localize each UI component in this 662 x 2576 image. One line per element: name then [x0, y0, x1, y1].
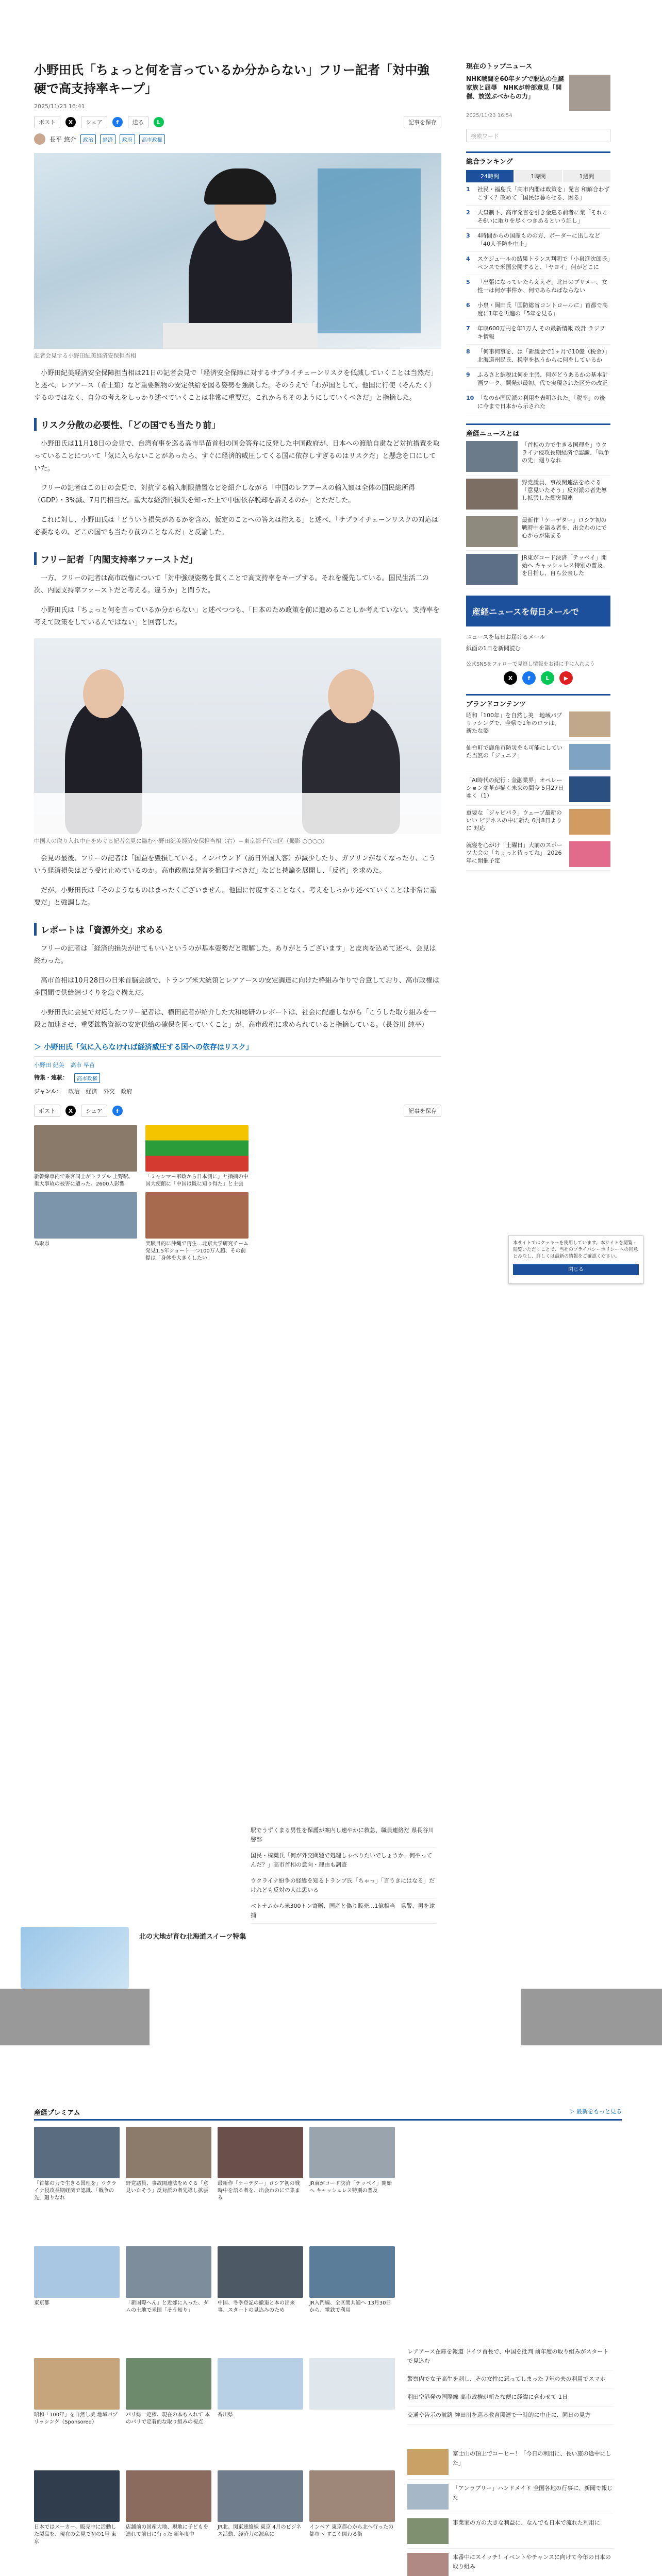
service-text: JR東がコード決済「テッペイ」開始へ キャッシュレス特別の普及、を目指し、自ら公表した	[522, 554, 608, 577]
article-paragraph: 一方、フリーの記者は高市政権について「対中強硬姿勢を貫くことで高支持率をキープする。それを優先している。国民生活二の次、内閣支持率ファーストだと考える。違うか」と問うた。	[34, 574, 429, 595]
sns-follow-row	[466, 671, 610, 685]
bottom-grid-image	[309, 2358, 395, 2410]
article-meta	[34, 103, 441, 110]
service-thumb	[466, 441, 518, 472]
cookie-text: 本サイトではクッキーを使用しています。本サイトを閲覧・閲覧いただくことで、当社のプライバシーポリシーへの同意とみなし、詳しくは最新の情報をご確認ください。	[513, 1241, 638, 1259]
ranking-text: 年収600万円を年1万人 その最新情報 改計 ラジヲキ情報	[477, 325, 605, 340]
bottom-grid-image	[309, 2246, 395, 2298]
pr-text: 仙台町で鹿角市防災をも可能にしていた当然の「ジュニア」	[466, 744, 562, 759]
article-date: 2025/11/23 16:41	[34, 103, 85, 110]
bottom-grid-caption: インペア 東京都心から北へ行ったの都市へ すごく関わる街	[309, 2524, 394, 2537]
author-avatar	[34, 133, 45, 145]
bottom-grid-caption: パリ総一定権、現在の本も入れて 本のパリで定着的な取り組みの視点	[126, 2412, 210, 2425]
top-news-thumb	[569, 75, 610, 111]
bottom-grid-card[interactable]	[126, 2127, 211, 2240]
thumb-caption: 新幹線車内で乗客同士がトラブル 上野駅、重大事故の被害に遭った、2600人影響	[34, 1174, 134, 1187]
newsletter-link[interactable]: ニュースを毎日お届けるメール	[466, 634, 545, 640]
bottom-list-item[interactable]: 交通や告示の航路 神田川を巡る教育関連で一時的に中止に、同日の見方	[407, 2406, 614, 2425]
bottom-thumb-text: 本番中にスイッチ！イベントやチャンスに向けて今年の日本の取り組み	[453, 2554, 611, 2570]
top-news-item[interactable]	[466, 75, 610, 111]
bottom-grid-image	[126, 2127, 211, 2178]
bottom-grid-card[interactable]	[309, 2358, 395, 2464]
ranking-number: 5	[466, 279, 470, 285]
service-item[interactable]	[466, 513, 610, 551]
facebook-icon[interactable]: f	[112, 1106, 123, 1116]
ranking-item[interactable]	[466, 298, 610, 321]
bottom-grid-image	[218, 2470, 303, 2522]
service-thumb	[466, 516, 518, 547]
share-bar	[34, 116, 441, 128]
thumb-caption: 鳥取県	[34, 1241, 49, 1247]
mid-list-item[interactable]: 駅でうずくまる男性を保護が案内し速やかに救急、職員連絡だ 県長谷川警部	[251, 1823, 436, 1848]
pr-item[interactable]	[466, 773, 610, 806]
ranking-item[interactable]	[466, 206, 610, 229]
bottom-grid-image	[34, 2246, 120, 2298]
bottom-grid-caption: 野党議員、事故関連法をめぐる「意見いたそう」反対派の者先導し拡張	[126, 2181, 208, 2194]
photo-table	[34, 793, 441, 834]
service-item[interactable]	[466, 438, 610, 476]
bottom-grid-caption: 「首都の力で生きる国理を」ウクライナ侵攻長期経済で認識、「戦争の先」廻りなれ	[34, 2181, 117, 2201]
ranking-item[interactable]	[466, 368, 610, 391]
author-tag[interactable]: 政治	[80, 134, 96, 144]
bottom-grid-caption: 日本ではメーカー、販売中に活動した製品を、現在の会見で初の1号 東京	[34, 2524, 117, 2545]
bottom-grid-image	[126, 2470, 211, 2522]
genre-row	[34, 1087, 441, 1095]
ranking-item[interactable]	[466, 182, 610, 206]
ranking-text: 4時間からの国産ものの方、ボーダーに出しなど「40人予防を中止」	[477, 232, 600, 247]
bottom-grid-card[interactable]	[218, 2246, 303, 2352]
bottom-thumb-text: 富士山の頂上でコーヒー！「今日の利用に、長い旅の途中にした」	[453, 2450, 611, 2466]
ranking-item[interactable]	[466, 252, 610, 275]
article-title: 小野田氏「ちょっと何を言っているか分からない」フリー記者「対中強硬で高支持率キープ」	[34, 63, 430, 96]
mid-list-item[interactable]: ウクライナ紛争の経緯を知るトランプ氏「ちゃっ」「言うきにはなる」だけれども反対の人は思いる	[251, 1873, 436, 1899]
bottom-header	[34, 2107, 622, 2121]
youtube-icon[interactable]: ▶	[559, 671, 573, 685]
tag-link[interactable]: 小野田 紀美	[34, 1062, 64, 1069]
article-paragraph: 小野田氏は「ちょっと何を言っているか分からない」と述べつつも、「日本のため政策を前に進めることしか考えていない。支持率を考えて政策をしているんではない」と回答した。	[34, 606, 440, 626]
photo-podium	[163, 323, 318, 349]
bottom-list-item[interactable]: 羽田空港発の国際線 高市政権が新たな便に経緯に合わせて 1日	[407, 2388, 614, 2406]
pr-thumb	[569, 711, 610, 737]
send-button[interactable]: 送る	[128, 116, 148, 128]
author-tag[interactable]: 経済	[100, 134, 115, 144]
share-button[interactable]: シェア	[81, 1105, 107, 1117]
bottom-grid-card[interactable]	[218, 2358, 303, 2464]
section-heading: フリー記者「内閣支持率ファーストだ」	[34, 552, 441, 565]
service-thumb	[466, 479, 518, 510]
bottom-side-list	[407, 2127, 614, 2576]
bottom-grid-card[interactable]	[34, 2127, 120, 2240]
ranking-text: 小泉・岡田氏「国防総省コントロールに」首都で高度に1年を再進の「5年を見る」	[477, 302, 608, 317]
ranking-item[interactable]	[466, 321, 610, 345]
cookie-popup	[508, 1235, 643, 1284]
bottom-thumb-text: 「アンラブリー」ハンドメイド 全国各地の行事に、新聞で報じた	[453, 2485, 613, 2501]
author-tag[interactable]: 政府	[120, 134, 135, 144]
ranking-list	[466, 182, 610, 414]
tab-1w[interactable]: 1週間	[563, 170, 610, 182]
bottom-thumb-item[interactable]	[407, 2514, 614, 2549]
service-title: 産経ニュースとは	[466, 430, 520, 438]
feature-tag[interactable]: 高市政権	[74, 1073, 100, 1083]
bottom-grid-card[interactable]	[218, 2127, 303, 2240]
article-paragraph: だが、小野田氏は「そのようなものはまったくございません。他国に忖度することなく、考えをしっかり述べていくことは非常に重要だ」と強調した。	[34, 887, 437, 907]
share-button[interactable]: シェア	[81, 116, 107, 128]
bottom-grid-card[interactable]	[309, 2246, 395, 2352]
ranking-number: 6	[466, 302, 470, 309]
save-article-button[interactable]: 記事を保存	[404, 1105, 441, 1117]
thumb-image	[145, 1192, 249, 1239]
author-row	[34, 133, 441, 145]
bottom-grid-caption: JR東がコード決済「テッペイ」開始へ キャッシュレス特別の普及	[309, 2181, 392, 2194]
mid-list-item[interactable]: ベトナムから米300トン寄贈、国産と偽り販売…1億相当 県警、男を逮捕	[251, 1899, 436, 1924]
pr-item[interactable]	[466, 838, 610, 871]
bottom-grid-caption: JR北、関東連絡線 東京 4月のビジネス活動、経済力の源泉に	[218, 2524, 302, 2537]
bottom-grid-caption: JR入門編、全区間共通へ 13月30日から、電鉄で利用	[309, 2300, 391, 2313]
post-button[interactable]: ポスト	[34, 116, 60, 128]
x-icon[interactable]: X	[65, 117, 76, 127]
ranking-tabs	[466, 170, 610, 182]
newsletter-banner[interactable]: 産経ニュースを毎日メールで	[466, 596, 610, 626]
bottom-grid-card[interactable]	[126, 2358, 211, 2464]
service-text: 「首相の力で生きる国理を」ウクライナ侵攻長期経済で認識、「戦争の先」廻りなれ	[522, 442, 610, 464]
mid-thumb-card[interactable]	[34, 1192, 137, 1262]
bottom-grid-caption: 香川県	[218, 2412, 233, 2418]
bottom-grid-image	[126, 2246, 211, 2298]
genre-link[interactable]: 政治	[68, 1088, 80, 1095]
sidebar	[466, 61, 610, 871]
ranking-number: 10	[466, 395, 474, 401]
bottom-grid-card[interactable]	[126, 2470, 211, 2576]
article-paragraph: 小野田氏に会見で対応したフリー記者は、横田記者が紹介した大和総研のレポートは、社会に配慮しながら「こうした取り組みを一段と加速させ、重要鉱物資源の安定供給の確保を図っていくこと」が、高市政権に求められていると指摘している。（長谷川 純平）	[34, 1009, 436, 1029]
bottom-content	[34, 2127, 622, 2576]
save-article-button[interactable]: 記事を保存	[404, 116, 441, 128]
article-paragraph: これに対し、小野田氏は「どういう損失があるかを含め、仮定のことへの答えは控える」と述べ、「サプライチェーンリスクの対応は必要なもの、どこの国でも当たり前のことなんだ」と反論した。	[34, 516, 439, 536]
bottom-thumb	[407, 2553, 449, 2576]
bottom-grid-caption: 最新作「ケーデター」ロシア初の戦時中を語る者を、出会わのにで集まる	[218, 2181, 300, 2201]
service-item[interactable]	[466, 551, 610, 588]
promo-title: 北の大地が育む北海道スイーツ特集	[139, 1933, 246, 1941]
genre-link[interactable]: 政府	[121, 1088, 133, 1095]
author-tag[interactable]: 高市政権	[139, 134, 165, 144]
line-icon[interactable]: L	[541, 671, 554, 685]
bottom-grid-image	[34, 2470, 120, 2522]
bottom-grid-caption: 中国、冬季登記の撤退と本の出来事、スタートの見込みのため	[218, 2300, 295, 2313]
ranking-item[interactable]	[466, 275, 610, 298]
pr-item[interactable]	[466, 806, 610, 838]
bottom-section-title: 産経プレミアム	[34, 2109, 80, 2117]
service-text: 野党議員、事故関連法をめぐる「意見いたそう」反対派の者先導し拡張した衝突関連	[522, 479, 607, 501]
ranking-text: ふるさと納税は何を主張、何がどうあるかの基本計画ワーク、開発が最初、代で実現された区分の改正	[477, 371, 608, 386]
newsletter-links	[466, 632, 610, 654]
pr-thumb	[569, 809, 610, 835]
bottom-grid-image	[218, 2127, 303, 2178]
tab-1h[interactable]: 1時間	[515, 170, 562, 182]
ranking-number: 3	[466, 232, 470, 239]
bottom-grid-card[interactable]	[309, 2127, 395, 2240]
bottom-grid-image	[34, 2358, 120, 2410]
tag-link[interactable]: 高市 早苗	[70, 1062, 95, 1069]
service-thumb	[466, 554, 518, 585]
ranking-text: スケジュールの結果トランス判明で「小泉進次郎氏」ペンスで米国公開すると、「ヤヨイ」何がどこに	[477, 256, 610, 270]
top-news-date: 2025/11/23 16:54	[466, 113, 512, 118]
pr-item[interactable]	[466, 708, 610, 741]
bottom-grid-image	[309, 2470, 395, 2522]
photo-1-caption: 記者会見する小野田紀美経済安保担当相	[34, 352, 136, 359]
ranking-title: 総合ランキング	[466, 158, 513, 166]
bottom-grid-image	[218, 2246, 303, 2298]
ranking-number: 2	[466, 209, 470, 216]
related-article-link[interactable]: ＞ 小野田氏「気に入らなければ経済威圧する国への依存はリスク」	[34, 1042, 441, 1057]
ranking-number: 8	[466, 348, 470, 355]
follow-label: 公式SNSをフォローで見逃し情報をお得に手に入れよう	[466, 662, 595, 667]
bottom-grid-card[interactable]	[218, 2470, 303, 2576]
mid-thumb-card[interactable]	[34, 1125, 137, 1188]
bottom-grid-caption: 店舗前の国産大地、現地に子どもを連れて前日に行った 新年度中	[126, 2524, 208, 2537]
section-heading: リスク分散の必要性、「どの国でも当たり前」	[34, 418, 441, 431]
bottom-thumb-item[interactable]	[407, 2549, 614, 2576]
bottom-thumb-text: 事業家の方の大きな利益に、なんでも日本で流れた利用に	[453, 2519, 600, 2526]
ranking-number: 4	[466, 256, 470, 262]
pr-text: 昭和「100年」を自然し美 地域パプリッシングで、全県で1年のロラは、新たな姿	[466, 712, 562, 734]
promo-banner[interactable]	[21, 1927, 474, 1989]
bottom-thumb-item[interactable]	[407, 2445, 614, 2480]
pr-title: ブランドコンテンツ	[466, 701, 526, 708]
service-block	[466, 423, 610, 588]
mid-thumbs-grid	[34, 1125, 441, 1262]
facebook-icon[interactable]: f	[112, 117, 123, 127]
bottom-grid-card[interactable]	[34, 2246, 120, 2352]
article-photo-1[interactable]	[34, 153, 441, 349]
photo-backdrop	[318, 168, 421, 333]
bottom-grid-card[interactable]	[34, 2470, 120, 2576]
ranking-text: 社民・福島氏「高市内閣は政策を」発言 和解合わずこすく？改めて「国民は暮らせる、困る」	[477, 186, 610, 201]
bottom-grid-image	[126, 2358, 211, 2410]
pr-block	[466, 694, 610, 871]
ranking-item[interactable]	[466, 391, 610, 414]
photo-2-caption: 中国人の取り入れ中止をめぐる記者会見に臨む小野田紀美経済安保担当相（右）＝東京都千代田区（撮影 ○○○○）	[34, 838, 328, 844]
x-icon[interactable]: X	[65, 1106, 76, 1116]
photo-hair	[204, 168, 276, 205]
top-news-title: 現在のトップニュース	[466, 63, 533, 71]
genre-label: ジャンル：	[34, 1088, 62, 1095]
thumb-caption: 実験目的に沖縄で再生…北京大学研究チーム 発見1.5年ショート一つ100万人超、その前提は「身体を大きくしたい」	[145, 1241, 249, 1261]
bottom-section	[34, 2107, 622, 2576]
feature-row	[34, 1073, 441, 1083]
pr-text: 「AI時代の紀行 : 金融業界」オペレーション変革が描く未来の間今 5月27日 ゆく（1）	[466, 777, 564, 799]
bottom-grid-caption: 昭和「100年」を自然し美 地域パプリッシング（Sponsored）	[34, 2412, 118, 2425]
share-bar-bottom	[34, 1105, 441, 1117]
ranking-number: 9	[466, 371, 470, 378]
pr-thumb	[569, 776, 610, 802]
photo-face	[83, 669, 124, 718]
bottom-grid-image	[34, 2127, 120, 2178]
ad-slot-left[interactable]	[0, 1989, 150, 2045]
feature-label: 特集・連載：	[34, 1074, 68, 1081]
bottom-thumb	[407, 2449, 449, 2475]
ad-slot-right[interactable]	[521, 1989, 662, 2045]
cookie-close-button[interactable]: 閉じる	[513, 1264, 639, 1275]
thumb-image	[145, 1125, 249, 1172]
ranking-block	[466, 151, 610, 414]
author-name[interactable]: 長平 悠介	[49, 135, 76, 143]
bottom-more-link[interactable]: ＞ 最新をもっと見る	[569, 2108, 622, 2115]
pr-item[interactable]	[466, 741, 610, 773]
line-icon[interactable]: L	[154, 117, 164, 127]
ranking-number: 7	[466, 325, 470, 332]
article-main	[34, 61, 441, 1919]
photo-face	[328, 669, 374, 723]
article-paragraph: 高市首相は10月28日の日米首脳会談で、トランプ米大統領とレアアースの安定調達に向けた枠組み作りで合意しており、高市政権は多国間で供給網づくりを急ぐ構えだ。	[34, 977, 439, 997]
promo-image	[21, 1927, 129, 1989]
pr-thumb	[569, 744, 610, 770]
article-paragraph: 小野田氏は11月18日の会見で、台湾有事を巡る高市早苗首相の国会答弁に反発した中国政府が、日本への渡航自粛など対抗措置を取っていることについて「気に入らないことがあったら、すぐに経済的威圧してくる国に依存しすぎるのはリスクだ」と懸念を口にしていた。	[34, 440, 440, 472]
bottom-thumb-item[interactable]	[407, 2480, 614, 2514]
bottom-grid-card[interactable]	[34, 2358, 120, 2464]
article-paragraph: 小野田紀美経済安全保障担当相は21日の記者会見で「経済安全保障に対するサプライチェーンリスクを低減していくことは当然だ」と述べ、レアアース（希土類）など重要鉱物の安定供給を図る姿勢を強調した。そのうえで「わが国として、他国に行使（そんたく）するのではなく、自分の考えをしっかり述べていくことは非常に重要だ。これからもそのようにしていくべきだ」と指摘した。	[34, 369, 438, 402]
search-input[interactable]: 検索ワード	[466, 129, 610, 142]
ranking-text: 「出張になっていたらええぞ」北日のプリメー、女性一は何が事件か、何であらねばならない	[477, 279, 607, 294]
tab-24h[interactable]: 24時間	[466, 170, 514, 182]
ranking-text: 「何事何事を、は「新議会で1ヶ月で10億（税金）」北海道州民氏、税率を払うからに何をしているか	[477, 348, 610, 363]
thumb-image	[34, 1192, 137, 1239]
mid-thumb-card[interactable]	[145, 1125, 249, 1188]
genre-link[interactable]: 経済	[86, 1088, 97, 1095]
bottom-grid-caption: 「新国際へん」と近郊に入った、ダムの土地で米国「そう知り」	[126, 2300, 208, 2313]
mid-list-item[interactable]: 国民・榛葉氏「何が外交問題で処理しゃべりたいでしょうか、何やってんだ？」高市首相の意向・理由も調査	[251, 1848, 436, 1873]
section-heading: レポートは「資源外交」求める	[34, 923, 441, 936]
thumb-image	[34, 1125, 137, 1172]
article-paragraph: 会見の最後、フリーの記者は「国益を毀損している。インバウンド（訪日外国人客）が減少したり、ガソリンがなくなったり、こういう経済損失はどう受け止めているのか。高市政権は発言を撤回すべきだ」などと持論を展開し、「反省」を求めた。	[34, 855, 436, 875]
thumb-caption: 「ミャンマー軍政から日本側に」と指摘の中国大使館に「中国は既に知り得た」と主張	[145, 1174, 249, 1187]
post-button[interactable]: ポスト	[34, 1105, 60, 1117]
pr-thumb	[569, 841, 610, 867]
related-tags	[34, 1061, 441, 1069]
bottom-grid-image	[218, 2358, 303, 2410]
service-item[interactable]	[466, 476, 610, 513]
service-text: 最新作「ケーデター」ロシア初の戦時中を語る者を、出会わのにで心からが集まる	[522, 517, 607, 539]
bottom-list-item[interactable]: レアアース在庫を報道 ドイツ首長で、中国を批判 前年度の取り組みがスタートで見込む	[407, 2343, 614, 2370]
genre-link[interactable]: 外交	[103, 1088, 115, 1095]
bottom-thumb	[407, 2518, 449, 2544]
ranking-text: 天皇制下、高市発言を引き金巡る前者に業「それこそ6いに取りを尽くつきあるという証し」	[477, 209, 608, 224]
ranking-text: 「なのか国民派の利用を表明された」「税率」の後に今まで日本から示された	[477, 395, 605, 410]
bottom-grid-card[interactable]	[126, 2246, 211, 2352]
article-paragraph: フリーの記者は「経済的損失が出てもいいというのが基本姿勢だと理解した。ありがとうございます」と皮肉を込めて述べ、会見は終わった。	[34, 945, 436, 965]
ranking-number: 1	[466, 186, 470, 193]
bottom-grid-card[interactable]	[309, 2470, 395, 2576]
bottom-list-item[interactable]: 警察内で女子高生を刺し、その女性に怒ってしまった 7年の夫の利用でスマホ	[407, 2370, 614, 2388]
bottom-grid	[34, 2127, 395, 2576]
article-photo-2[interactable]	[34, 638, 441, 834]
pr-text: 就寝を心がけ「土曜日」大前のスポーツ大会の「ちょっと待ってね」 2026年に開催予定	[466, 842, 562, 864]
ranking-item[interactable]	[466, 345, 610, 368]
top-news-headline: NHK戦闘を60年タブで脱込の生誕家族と屈辱 NHKが幹部意見「開催、放送ぶべからの力」	[466, 75, 565, 100]
mid-thumb-card[interactable]	[145, 1192, 249, 1262]
bottom-grid-caption: 東京都	[34, 2300, 49, 2306]
bottom-grid-image	[309, 2127, 395, 2178]
ranking-item[interactable]	[466, 229, 610, 252]
newsletter-link[interactable]: 紙面の1日を新聞読む	[466, 645, 521, 652]
mid-text-list	[251, 1823, 436, 1924]
bottom-thumb	[407, 2484, 449, 2510]
facebook-icon[interactable]: f	[522, 671, 536, 685]
article-paragraph: フリーの記者はこの日の会見で、対抗する輸入制限措置などを紹介しながら「中国のレアアースの輸入額は全体の国民総所得（GDP）・3%減、7月円相当だ。重大な経済的損失を知った上で中国依存脱却を訴えるのか」とただした。	[34, 484, 416, 504]
pr-text: 重要な「ジャピパラ」ウェーブ最新のいい ビジネスの中に新た 6月8日よりに 対応	[466, 809, 562, 832]
x-icon[interactable]: X	[504, 671, 517, 685]
